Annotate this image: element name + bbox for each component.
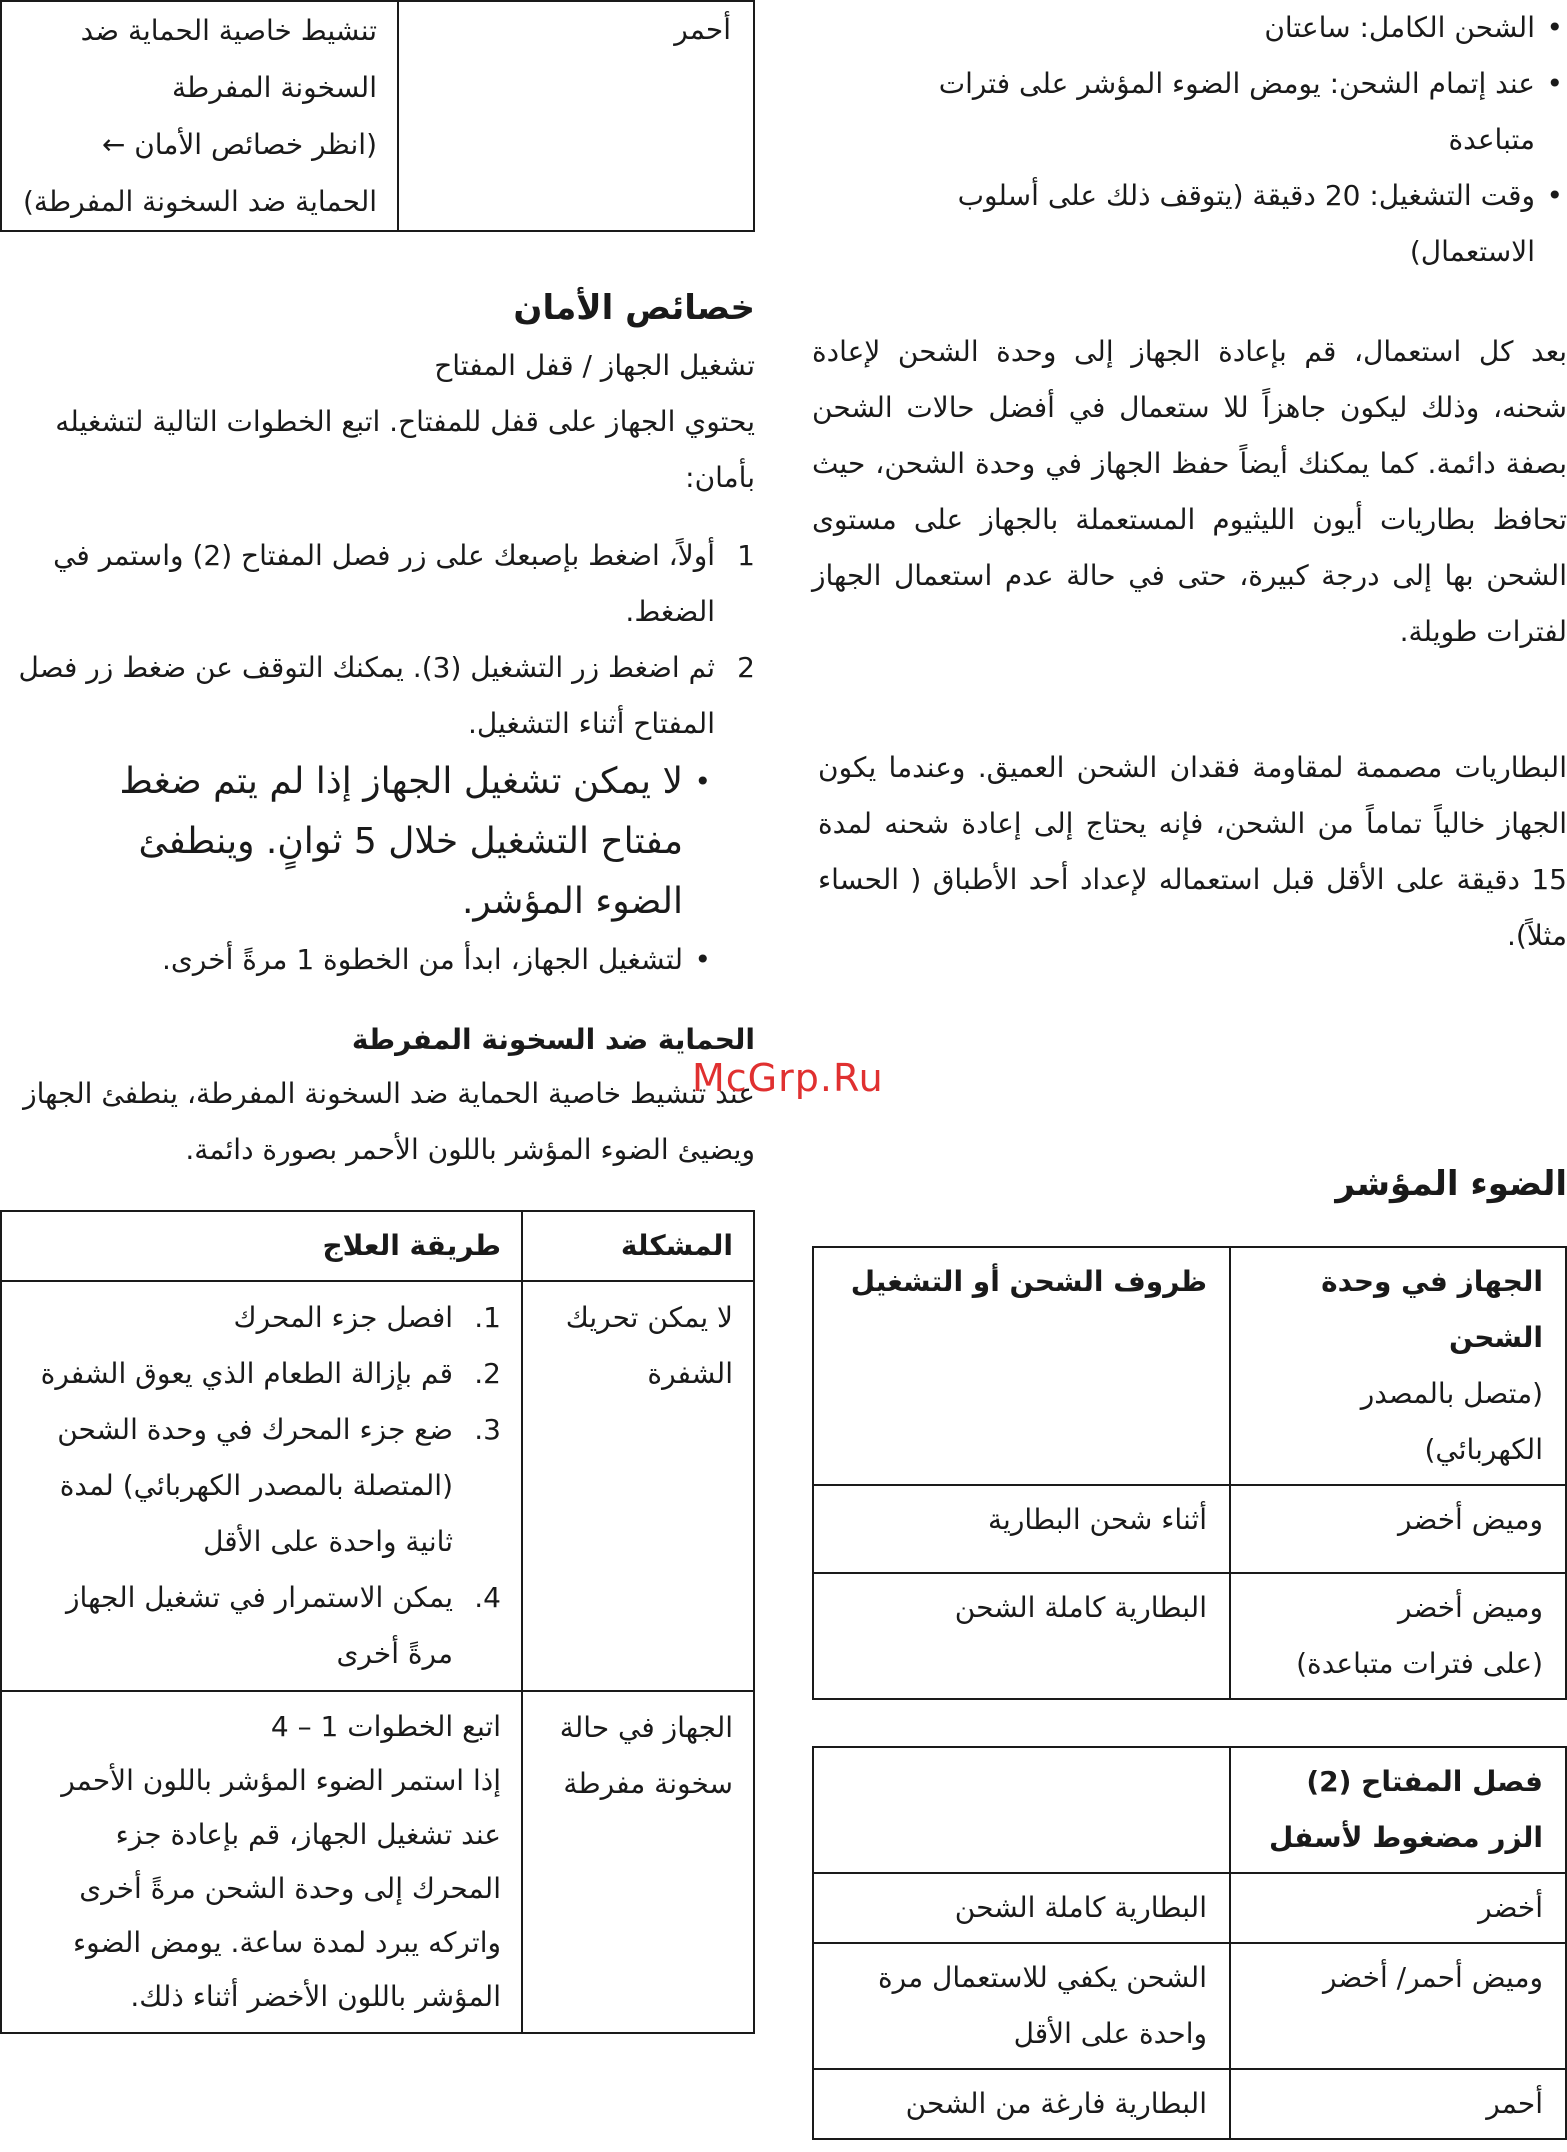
list-item: • لا يمكن تشغيل الجهاز إذا لم يتم ضغط مفتاح التشغيل خلال 5 ثوانٍ. وينطفئ الضوء المؤشر. [119,761,711,922]
safety-bullets [65,752,715,988]
list-item-text: لتشغيل الجهاز، ابدأ من الخطوة 1 مرةً أخرى. [162,943,683,976]
charging-cell [1230,1573,1566,1699]
step-text: ضع جزء المحرك في وحدة الشحن (المتصلة بالمصدر الكهربائي) لمدة ثانية واحدة على الأقل [57,1413,453,1558]
cell-text: البطارية كاملة الشحن [954,1591,1207,1624]
step-text: ثم اضغط زر التشغيل (3). يمكنك التوقف عن ضغط زر فصل المفتاح أثناء التشغيل. [18,651,715,740]
step-text: يمكن الاستمرار في تشغيل الجهاز مرةً أخرى [66,1581,453,1670]
cell-line: تنشيط خاصية الحماية ضد [80,14,377,47]
cell-text: البطارية كاملة الشحن [954,1891,1207,1924]
switch-status-table [812,1746,1567,2140]
safety-title: خصائص الأمان [513,288,755,328]
troubleshoot-problem-cell [522,1281,754,1691]
cell-text: وميض أحمر/ أخضر [1322,1961,1543,1994]
list-item: • الشحن الكامل: ساعتان [1264,11,1563,44]
list-item: • وقت التشغيل: 20 دقيقة (يتوقف ذلك على أسلوب الاستعمال) [957,179,1563,268]
cell-line: السخونة المفرطة [172,71,377,104]
troubleshoot-solution-cell [1,1691,522,2033]
header-text: ظروف الشحن أو التشغيل [850,1265,1207,1298]
header-text: المشكلة [620,1229,733,1262]
charging-info-list [905,0,1567,280]
indicator-title: الضوء المؤشر [1335,1164,1567,1204]
deep-discharge-paragraph: البطاريات مصممة لمقاومة فقدان الشحن العميق. وعندما يكون الجهاز خالياً تماماً من الشحن، فإنه يحتاج إلى إعادة شحنه لمدة 15 دقيقة على الأقل قبل استعماله لإعداد أحد الأطباق ( الحساء مثلاً). [818,751,1567,952]
overheat-section [0,1014,755,1178]
switch-cell [1230,2069,1566,2139]
step-text: قم بإزالة الطعام الذي يعوق الشفرة [40,1357,453,1390]
header-subtext: (متصل بالمصدر الكهربائي) [1360,1377,1543,1466]
cell-text: البطارية فارغة من الشحن [905,2087,1207,2120]
step-text: افصل جزء المحرك [233,1301,453,1334]
charging-cell [1230,1485,1566,1573]
safety-section [0,278,755,988]
step-number: 1 [737,539,755,572]
switch-cell [1230,1943,1566,2069]
step-item [0,528,755,640]
watermark: McGrp.Ru [692,1056,884,1100]
charging-cell [813,1573,1230,1699]
list-item-text: عند إتمام الشحن: يومض الضوء المؤشر على فترات متباعدة [938,67,1535,156]
step-item [0,640,755,752]
charging-header-c1 [1230,1247,1566,1485]
step-item [22,1402,501,1570]
step-number: 1. [474,1301,501,1334]
header-text: فصل المفتاح (2) الزر مضغوط لأسفل [1268,1765,1543,1854]
safety-subtitle: تشغيل الجهاز / قفل المفتاح [434,349,755,382]
header-text: الجهاز في وحدة الشحن [1321,1265,1543,1354]
cell-line: الحماية ضد السخونة المفرطة) [22,185,377,218]
top-left-table [0,0,755,232]
cell-text: أخضر [1478,1891,1543,1924]
step-text: أولاً، اضغط بإصبعك على زر فصل المفتاح (2) واستمر في الضغط. [53,539,715,628]
charging-cell [813,1485,1230,1573]
cell-text: أحمر [1486,2087,1543,2120]
cell-text: الشحن يكفي للاستعمال مرة واحدة على الأقل [878,1961,1207,2050]
storage-paragraph: بعد كل استعمال، قم بإعادة الجهاز إلى وحدة الشحن لإعادة شحنه، وذلك ليكون جاهزاً للا ستعمال في أفضل حالات الشحن بصفة دائمة. كما يمكنك أيضاً حفظ الجهاز في وحدة الشحن، حيث تحافظ بطاريات أيون الليثيوم المستعملة بالجهاز على مستوى الشحن بها إلى درجة كبيرة، حتى في حالة عدم استعمال الجهاز لفترات طويلة. [812,335,1567,648]
switch-cell [813,1873,1230,1943]
switch-cell [1230,1873,1566,1943]
top-left-table-desc [1,1,398,231]
list-item-text: لا يمكن تشغيل الجهاز إذا لم يتم ضغط مفتاح التشغيل خلال 5 ثوانٍ. وينطفئ الضوء المؤشر. [119,761,683,922]
step-number: 2. [474,1357,501,1390]
list-item: • عند إتمام الشحن: يومض الضوء المؤشر على فترات متباعدة [938,67,1563,156]
step-item [22,1290,501,1346]
troubleshoot-solution-cell [1,1281,522,1691]
overheat-text: عند تنشيط خاصية الحماية ضد السخونة المفرطة، ينطفئ الجهاز ويضيئ الضوء المؤشر باللون الأحمر بصورة دائمة. [23,1077,755,1166]
cell-line: (انظر خصائص الأمان ← [101,128,377,161]
list-item-text: الشحن الكامل: ساعتان [1264,11,1535,44]
cell-text: أحمر [674,13,731,46]
step-number: 3. [474,1413,501,1446]
charging-indicator-table [812,1246,1567,1700]
header-text: طريقة العلاج [322,1229,501,1262]
cell-text: الجهاز في حالة سخونة مفرطة [559,1711,733,1800]
troubleshoot-table [0,1210,755,2034]
cell-text: أثناء شحن البطارية [988,1503,1207,1536]
cell-text: وميض أخضر [1398,1503,1543,1536]
troubleshoot-problem-cell [522,1691,754,2033]
step-number: 2 [737,651,755,684]
cell-text: وميض أخضر (على فترات متباعدة) [1296,1591,1543,1680]
switch-cell [813,2069,1230,2139]
step-number: 4. [474,1581,501,1614]
cell-text: لا يمكن تحريك الشفرة [565,1301,733,1390]
troubleshoot-header-problem [522,1211,754,1281]
safety-intro: يحتوي الجهاز على قفل للمفتاح. اتبع الخطوات التالية لتشغيله بأمان: [55,405,755,494]
list-item: • لتشغيل الجهاز، ابدأ من الخطوة 1 مرةً أخرى. [162,943,711,976]
step-item [22,1570,501,1682]
charging-header-c2 [813,1247,1230,1485]
troubleshoot-header-solution [1,1211,522,1281]
cell-text: اتبع الخطوات 1 – 4 إذا استمر الضوء المؤشر باللون الأحمر عند تشغيل الجهاز، قم بإعادة جزء المحرك إلى وحدة الشحن مرةً أخرى واتركه يبرد لمدة ساعة. يومض الضوء المؤشر باللون الأخضر أثناء ذلك. [61,1710,501,2013]
switch-cell [813,1943,1230,2069]
step-item [22,1346,501,1402]
list-item-text: وقت التشغيل: 20 دقيقة (يتوقف ذلك على أسلوب الاستعمال) [957,179,1535,268]
top-left-table-color [398,1,754,231]
switch-header-c1 [1230,1747,1566,1873]
overheat-title: الحماية ضد السخونة المفرطة [351,1023,755,1056]
switch-header-c2 [813,1747,1230,1873]
